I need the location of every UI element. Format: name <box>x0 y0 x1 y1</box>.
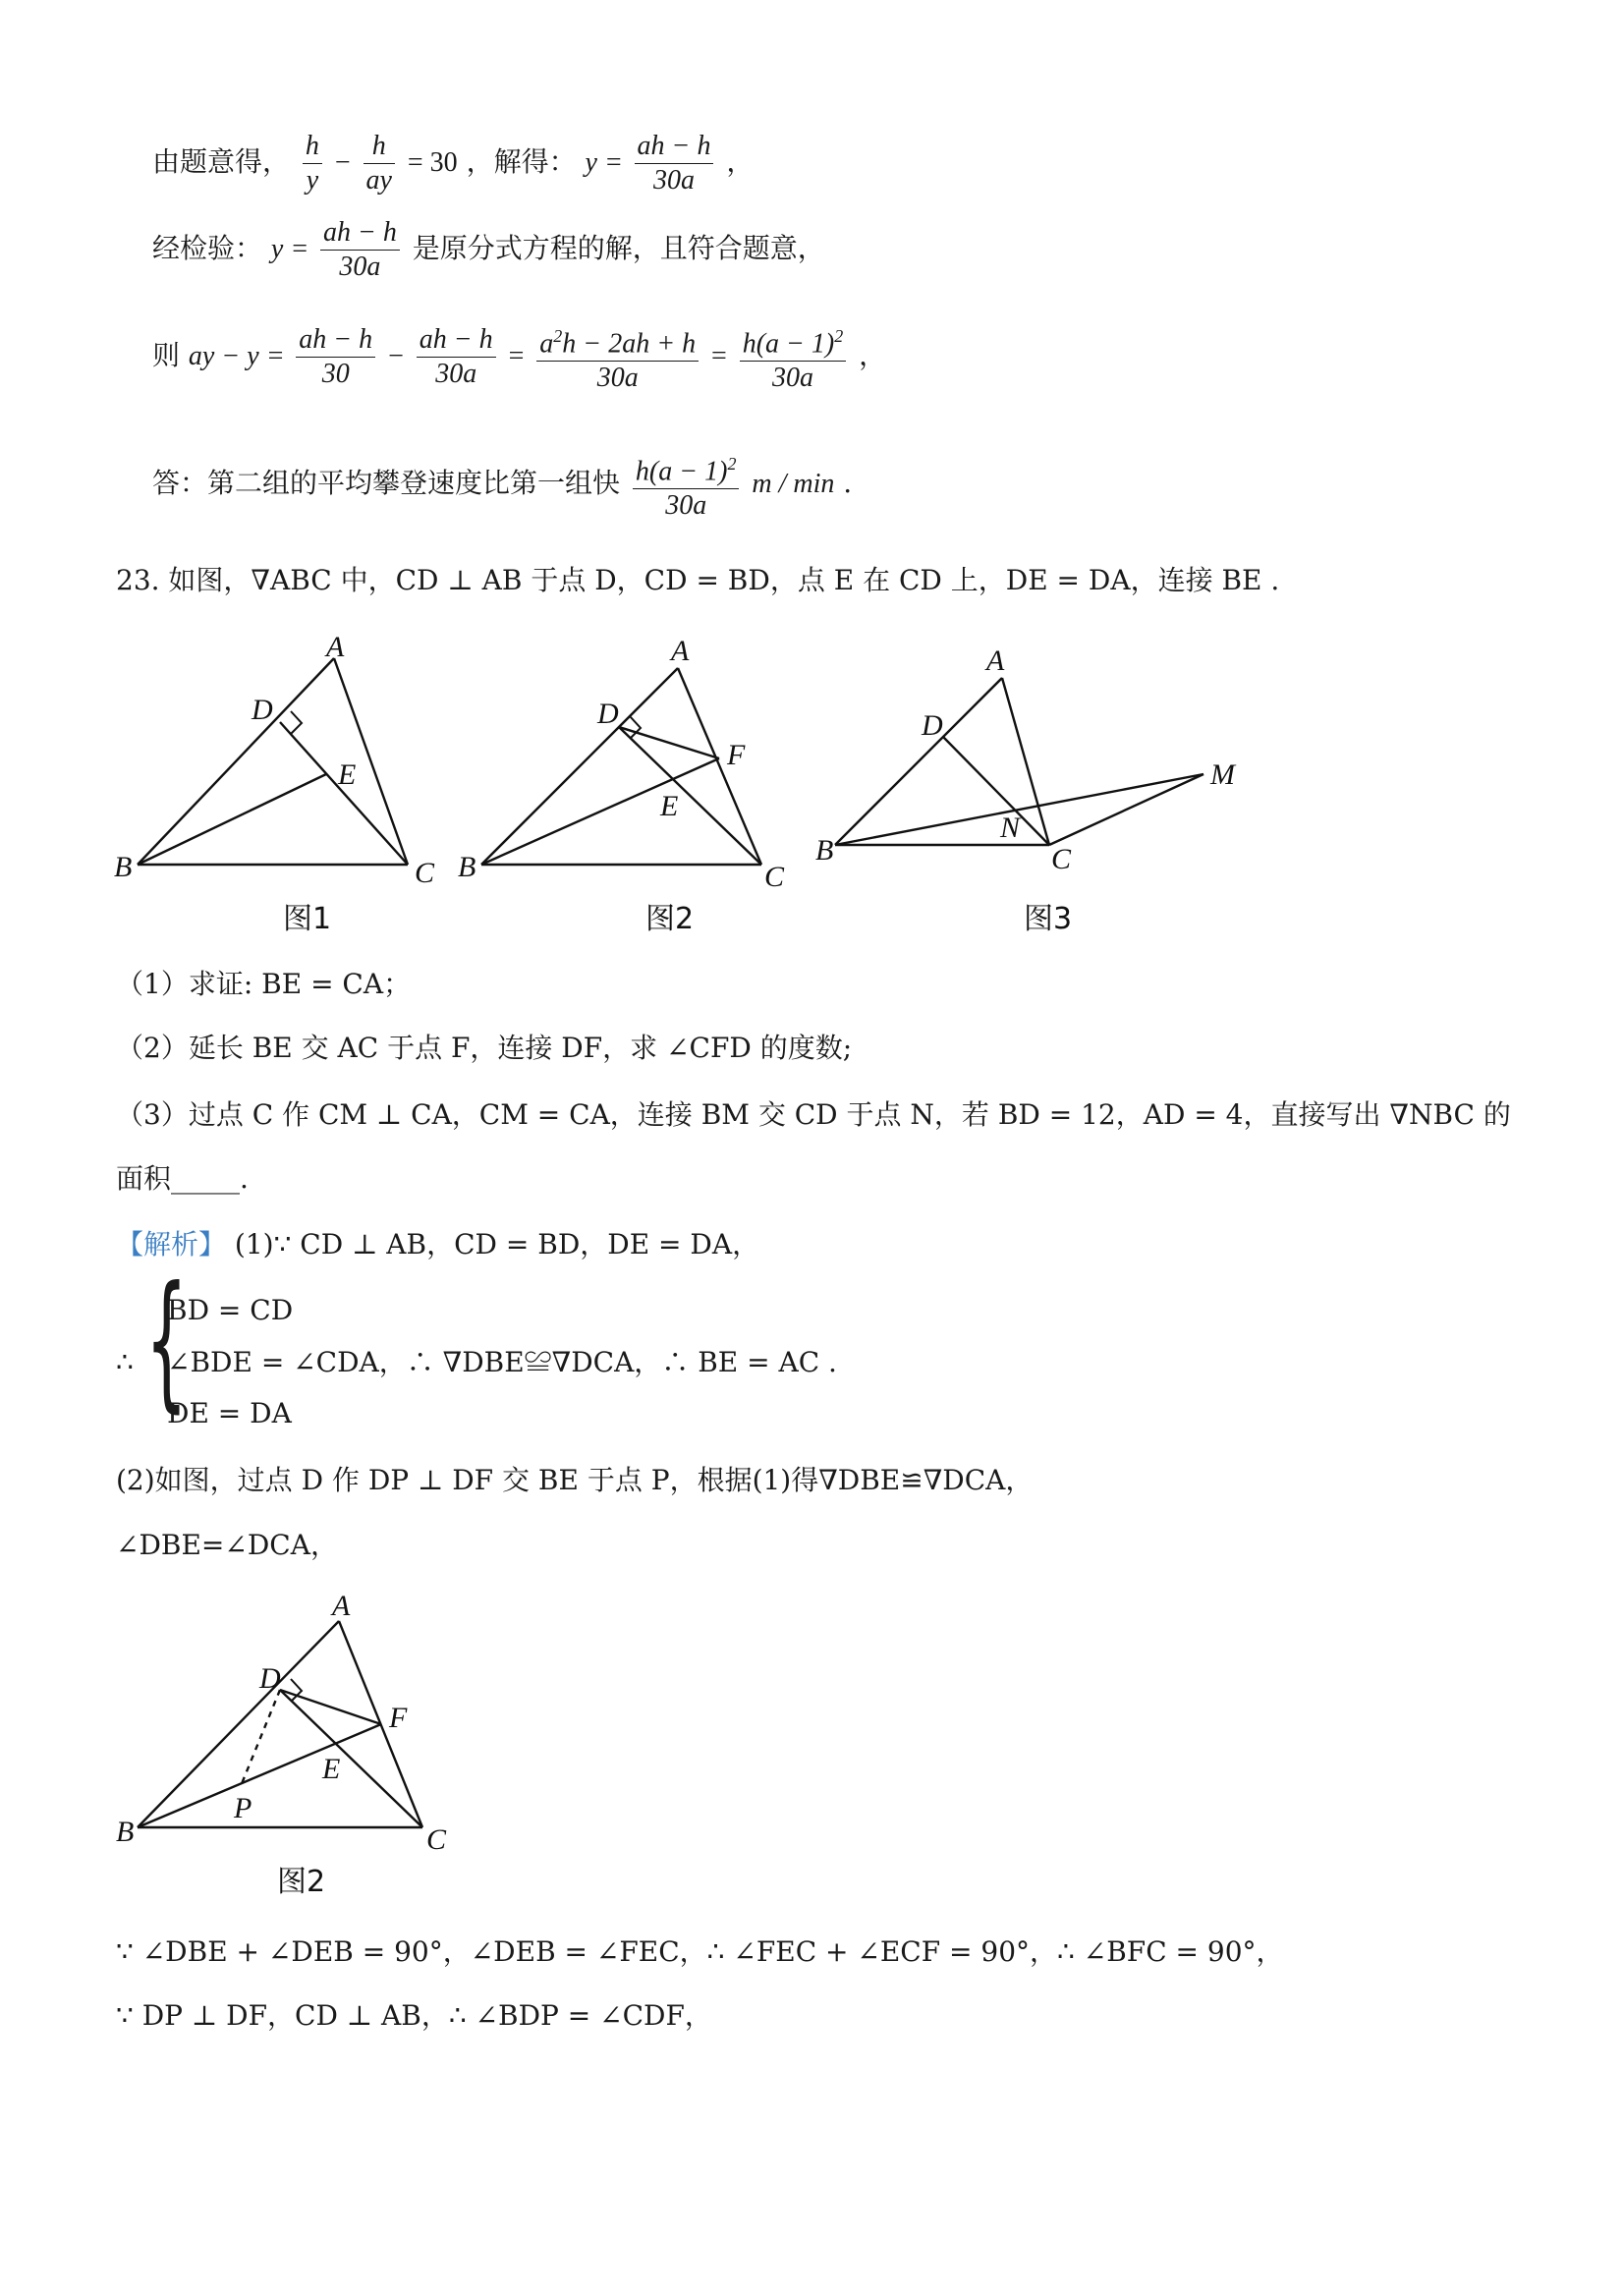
segment-cd <box>280 722 408 865</box>
label-m: M <box>1210 758 1235 791</box>
label-d: D <box>259 1662 281 1695</box>
label-b: B <box>114 851 133 883</box>
segment-dp-dashed <box>241 1690 280 1786</box>
analysis-line-4: ∵ ∠DBE + ∠DEB = 90°，∠DEB = ∠FEC，∴ ∠FEC + ∠ECF = 90°，∴ ∠BFC = 90°， <box>116 1935 1284 1968</box>
text: 则 <box>152 339 189 372</box>
label-c: C <box>426 1823 447 1856</box>
therefore-symbol: ∴ <box>116 1346 134 1378</box>
label-a: A <box>986 644 1005 677</box>
label-c: C <box>764 861 785 893</box>
label-e: E <box>322 1753 341 1785</box>
unit: m / min <box>752 469 835 500</box>
segment-bf <box>138 1724 381 1827</box>
label-c: C <box>415 857 435 889</box>
label-f: F <box>389 1702 408 1734</box>
fraction-d: $\frac{h(a - 1)^2}{30a}$ <box>740 319 847 395</box>
label-a: A <box>326 631 345 663</box>
fraction-h-over-y: $\frac{h}{y}$ <box>303 130 322 197</box>
text: 经检验： <box>152 232 263 264</box>
label-b: B <box>116 1816 135 1848</box>
caption-fig3: 图3 <box>1024 902 1073 936</box>
label-d: D <box>597 698 619 730</box>
label-d: D <box>922 709 943 742</box>
label-c: C <box>1051 843 1072 875</box>
right-angle-mark <box>291 1679 302 1702</box>
figure-1 <box>108 629 472 943</box>
text: 答：第二组的平均攀登速度比第一组快 <box>152 467 621 500</box>
caption-fig1: 图1 <box>283 902 332 936</box>
figure-2 <box>452 629 815 943</box>
right-angle-mark <box>291 711 302 734</box>
fraction-answer: $\frac{h(a - 1)^2}{30a}$ <box>633 447 740 523</box>
segment-bf <box>481 758 719 865</box>
solution-line-1: 由题意得， $\frac{h}{y}$ − $\frac{h}{ay}$ = 30 ，解得： y = $\frac{ah - h}{30a}$ ， <box>152 131 755 196</box>
segment-cm <box>1049 774 1203 845</box>
side-ab <box>481 668 678 865</box>
label-e: E <box>338 758 357 791</box>
system-line-2: ∠BDE = ∠CDA，∴ ∇DBE≌∇DCA，∴ BE = AC . <box>167 1346 837 1378</box>
analysis-line-5: ∵ DP ⊥ DF，CD ⊥ AB，∴ ∠BDP = ∠CDF， <box>116 1999 712 2032</box>
fraction-c: $\frac{a^2h - 2ah + h}{30a}$ <box>536 319 699 395</box>
fraction-b: $\frac{ah - h}{30a}$ <box>417 323 496 391</box>
segment-be <box>138 774 326 865</box>
solution-line-3: 则 ay − y = $\frac{ah - h}{30}$ − $\frac{ah - h}{30a}$ = $\frac{a^2h - 2ah + h}{30a}$ = $\frac{h(a - 1)^2}{30a}$ ， <box>152 319 886 395</box>
label-p: P <box>234 1792 252 1824</box>
text: . <box>843 467 853 500</box>
label-f: F <box>727 739 746 771</box>
label-a: A <box>671 635 690 667</box>
side-ab <box>835 678 1002 845</box>
side-ac <box>678 668 761 865</box>
fraction-solution: $\frac{ah - h}{30a}$ <box>635 130 714 197</box>
system-brace: { <box>145 1256 188 1427</box>
fraction-a: $\frac{ah - h}{30}$ <box>296 323 375 391</box>
label-e: E <box>660 790 679 822</box>
question-part-1: （1）求证: BE = CA； <box>116 968 412 1000</box>
text: 由题意得， <box>152 145 291 178</box>
label-a: A <box>332 1592 351 1622</box>
text: 是原分式方程的解，且符合题意， <box>412 232 825 264</box>
analysis-line-2: (2)如图，过点 D 作 DP ⊥ DF 交 BE 于点 P，根据(1)得∇DBE≌∇DCA， <box>116 1464 1034 1496</box>
system-line-1: BD = CD <box>167 1294 294 1326</box>
question-part-3: （3）过点 C 作 CM ⊥ CA，CM = CA，连接 BM 交 CD 于点 N，若 BD = 12，AD = 4，直接写出 ∇NBC 的 <box>116 1098 1511 1131</box>
segment-df <box>280 1690 381 1724</box>
system-line-3: DE = DA <box>167 1397 292 1429</box>
label-d: D <box>252 694 273 726</box>
text: ， <box>726 145 755 178</box>
figure-analysis <box>108 1592 501 1906</box>
text: (1)∵ CD ⊥ AB，CD = BD，DE = DA， <box>234 1228 760 1260</box>
question-part-2: （2）延长 BE 交 AC 于点 F，连接 DF，求 ∠CFD 的度数; <box>116 1032 853 1064</box>
caption-fig2: 图2 <box>645 902 695 936</box>
caption-fig-analysis: 图2 <box>277 1865 326 1899</box>
label-b: B <box>815 834 834 867</box>
analysis-line-3: ∠DBE=∠DCA， <box>116 1529 338 1561</box>
solution-answer <box>152 447 852 523</box>
question-part-3-cont: 面积_____. <box>116 1162 249 1195</box>
label-b: B <box>458 851 476 883</box>
analysis-line-1 <box>116 1228 759 1261</box>
label-n: N <box>1000 812 1021 844</box>
right-angle-mark <box>630 716 641 739</box>
text: ， <box>859 339 887 372</box>
fraction-h-over-ay: $\frac{h}{ay}$ <box>364 130 395 197</box>
solution-line-2: 经检验： y = $\frac{ah - h}{30a}$ 是原分式方程的解，且符合题意， <box>152 217 825 282</box>
fraction-solution-2: $\frac{ah - h}{30a}$ <box>320 216 400 284</box>
analysis-tag: 【解析】 <box>116 1228 227 1260</box>
question-23-stem: 23. 如图，∇ABC 中，CD ⊥ AB 于点 D，CD = BD，点 E 在 CD 上，DE = DA，连接 BE . <box>116 564 1280 596</box>
text: ，解得： <box>466 145 577 178</box>
side-ab <box>138 658 334 865</box>
figure-3 <box>806 629 1277 943</box>
